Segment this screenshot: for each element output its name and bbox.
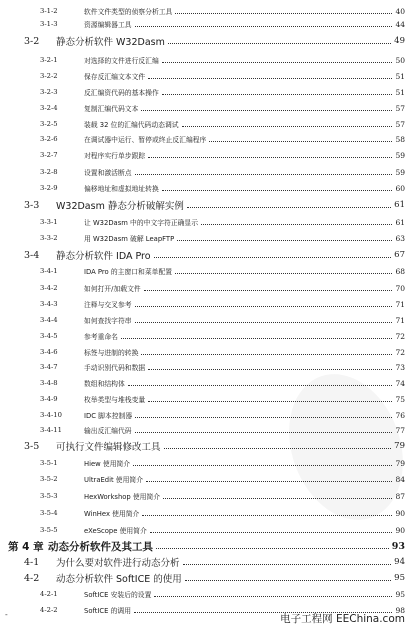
toc-entry-number: 3-2-9: [40, 184, 58, 192]
toc-entry-page: 76: [395, 410, 405, 420]
dot-leader: [185, 580, 391, 581]
toc-entry-number: 4-2-2: [40, 606, 58, 614]
toc-entry-number: 3-5-3: [40, 492, 58, 500]
toc-entry-page: 90: [395, 508, 405, 518]
toc-entry[interactable]: [0, 85, 413, 99]
toc-entry-number: 3-4-10: [40, 411, 62, 419]
toc-entry-title: 手动识别代码和数据: [84, 364, 146, 372]
toc-entry[interactable]: [0, 181, 413, 195]
toc-entry-number: 3-4-2: [40, 284, 58, 292]
toc-entry-title: 对程序实行单步跟踪: [84, 152, 146, 160]
toc-entry[interactable]: [0, 34, 413, 48]
toc-entry-page: 57: [395, 103, 405, 113]
dot-leader: [182, 126, 392, 127]
toc-entry-title: 装载 32 位的汇编代码动态调试: [84, 121, 179, 129]
toc-entry-title: HexWorkshop 使用简介: [84, 493, 161, 501]
toc-entry[interactable]: [0, 329, 413, 343]
toc-entry-page: 95: [395, 589, 405, 599]
toc-entry-page: 63: [395, 233, 405, 243]
toc-entry-title: 可执行文件编辑修改工具: [56, 442, 161, 453]
toc-entry-page: 73: [395, 362, 405, 372]
toc-entry-number: 4-2-1: [40, 590, 58, 598]
toc-entry-title: 资源编辑器工具: [84, 21, 132, 29]
toc-entry[interactable]: [0, 231, 413, 245]
toc-entry-title: 让 W32Dasm 中的中文字符正确显示: [84, 219, 199, 227]
toc-entry-title: 动态分析软件 SoftICE 的使用: [56, 574, 182, 585]
toc-entry-number: 3-4-4: [40, 316, 58, 324]
page-mark: -: [5, 610, 8, 619]
toc-entry-title: 标签与进制的转换: [84, 349, 139, 357]
toc-entry-page: 93: [391, 540, 405, 552]
dot-leader: [135, 322, 392, 323]
dot-leader: [187, 207, 391, 208]
toc-entry[interactable]: [0, 53, 413, 67]
toc-entry[interactable]: [0, 264, 413, 278]
dot-leader: [154, 596, 392, 597]
dot-leader: [135, 432, 392, 433]
toc-entry-page: 84: [395, 474, 405, 484]
toc-entry-number: 3-2-2: [40, 72, 58, 80]
toc-entry-title: 注释与交叉参考: [84, 301, 132, 309]
toc-entry[interactable]: [0, 17, 413, 31]
dot-leader: [135, 174, 392, 175]
toc-entry-page: 87: [395, 491, 405, 501]
toc-entry-title: 参考重命名: [84, 333, 118, 341]
toc-entry[interactable]: [0, 376, 413, 390]
toc-entry-number: 3-2-3: [40, 88, 58, 96]
dot-leader: [148, 401, 392, 402]
dot-leader: [135, 417, 392, 418]
toc-entry-title: SoftICE 安装后的设置: [84, 591, 152, 599]
dot-leader: [141, 110, 392, 111]
toc-entry-number: 3-4-6: [40, 348, 58, 356]
toc-entry-title: 偏移地址和虚拟地址转换: [84, 185, 159, 193]
toc-entry-number: 3-2-1: [40, 56, 58, 64]
toc-entry-title: 静态分析软件 W32Dasm: [56, 37, 165, 48]
dot-leader: [121, 338, 392, 339]
toc-entry-page: 51: [395, 71, 405, 81]
toc-entry-page: 79: [395, 458, 405, 468]
toc-entry-title: 输出反汇编代码: [84, 427, 132, 435]
toc-entry[interactable]: [0, 571, 413, 585]
toc-entry-number: 3-2-8: [40, 168, 58, 176]
toc-entry-page: 75: [395, 394, 405, 404]
toc-entry-number: 3-2-7: [40, 151, 58, 159]
dot-leader: [148, 157, 392, 158]
toc-entry-number: 3-2-5: [40, 120, 58, 128]
dot-leader: [144, 290, 392, 291]
dot-leader: [177, 240, 392, 241]
toc-entry-page: 95: [394, 573, 405, 583]
dot-leader: [135, 26, 392, 27]
toc-entry-page: 40: [395, 6, 405, 16]
dot-leader: [164, 448, 391, 449]
toc-entry-title: UltraEdit 使用简介: [84, 476, 143, 484]
toc-entry-title: 如何打开/加载文件: [84, 285, 141, 293]
dot-leader: [168, 43, 391, 44]
dot-leader: [175, 273, 392, 274]
footer-watermark: 电子工程网 EEChina.com: [280, 613, 405, 625]
dot-leader: [175, 13, 392, 14]
toc-entry-page: 71: [395, 315, 405, 325]
toc-entry[interactable]: [0, 439, 413, 453]
toc-entry[interactable]: [0, 456, 413, 470]
toc-entry-page: 44: [395, 19, 405, 29]
toc-entry-page: 59: [395, 167, 405, 177]
toc-entry[interactable]: [0, 539, 413, 553]
toc-entry-title: 动态分析软件及其工具: [48, 540, 153, 553]
toc-entry[interactable]: [0, 423, 413, 437]
toc-entry[interactable]: [0, 117, 413, 131]
toc-entry[interactable]: [0, 345, 413, 359]
toc-entry-title: 枚举类型与堆栈变量: [84, 396, 146, 404]
toc-entry-number: 3-4-5: [40, 332, 58, 340]
toc-entry-number: 3-4-3: [40, 300, 58, 308]
toc-entry-title: eXeScope 使用简介: [84, 527, 147, 535]
toc-entry-number: 3-4-1: [40, 267, 58, 275]
toc-entry-title: 保存反汇编文本文件: [84, 73, 146, 81]
toc-entry-page: 79: [394, 441, 405, 451]
toc-entry[interactable]: [0, 101, 413, 115]
toc-entry-number: 3-3-2: [40, 234, 58, 242]
toc-entry-page: 49: [394, 36, 405, 46]
toc-entry[interactable]: [0, 4, 413, 18]
toc-entry-title: 设置和激活断点: [84, 169, 132, 177]
toc-entry-number: 4-2: [24, 572, 40, 584]
dot-leader: [135, 306, 392, 307]
toc-entry-title: 反汇编资代码的基本操作: [84, 89, 159, 97]
toc-entry-title: 用 W32Dasm 破解 LeapFTP: [84, 235, 175, 243]
toc-entry[interactable]: [0, 408, 413, 422]
toc-entry-page: 74: [395, 378, 405, 388]
dot-leader: [141, 354, 392, 355]
toc-entry[interactable]: [0, 472, 413, 486]
toc-entry-number: 3-3: [24, 199, 40, 211]
toc-entry[interactable]: [0, 587, 413, 601]
dot-leader: [150, 532, 392, 533]
toc-entry[interactable]: [0, 132, 413, 146]
dot-leader: [183, 564, 391, 565]
toc-entry-title: 为什么要对软件进行动态分析: [56, 558, 180, 569]
toc-entry[interactable]: [0, 360, 413, 374]
toc-entry-page: 90: [395, 525, 405, 535]
toc-entry-number: 3-5-4: [40, 509, 58, 517]
toc-entry-number: 3-5-5: [40, 526, 58, 534]
toc-entry-title: IDC 脚本控制器: [84, 412, 133, 420]
toc-entry[interactable]: [0, 313, 413, 327]
toc-entry-number: 3-4-11: [40, 426, 62, 434]
toc-entry-title: 复制汇编代码文本: [84, 105, 139, 113]
toc-entry-page: 57: [395, 119, 405, 129]
toc-entry-title: 数组和结构体: [84, 380, 125, 388]
toc-entry-page: 77: [395, 425, 405, 435]
dot-leader: [148, 369, 392, 370]
toc-entry-number: 3-4-9: [40, 395, 58, 403]
toc-entry-page: 67: [394, 250, 405, 260]
toc-entry-number: 3-4-7: [40, 363, 58, 371]
toc-entry-number: 3-3-1: [40, 218, 58, 226]
toc-entry-page: 51: [395, 87, 405, 97]
toc-entry[interactable]: [0, 215, 413, 229]
toc-entry-page: 50: [395, 55, 405, 65]
dot-leader: [163, 498, 392, 499]
toc-entry-page: 61: [394, 200, 405, 210]
toc-entry-number: 3-5-2: [40, 475, 58, 483]
dot-leader: [209, 141, 392, 142]
toc-entry[interactable]: [0, 69, 413, 83]
toc-entry[interactable]: [0, 148, 413, 162]
toc-entry-title: 在调试器中运行、暂停或终止反汇编程序: [84, 136, 207, 144]
toc-entry-title: W32Dasm 静态分析破解实例: [56, 201, 184, 212]
dot-leader: [146, 481, 392, 482]
dot-leader: [148, 78, 392, 79]
toc-entry-title: WinHex 使用简介: [84, 510, 140, 518]
toc-entry[interactable]: [0, 523, 413, 537]
toc-entry-number: 3-4: [24, 249, 40, 261]
toc-entry-number: 3-1-2: [40, 7, 58, 15]
toc-entry[interactable]: [0, 198, 413, 212]
toc-entry-page: 70: [395, 283, 405, 293]
toc-entry-page: 71: [395, 299, 405, 309]
toc-entry-page: 61: [395, 217, 405, 227]
toc-entry[interactable]: [0, 281, 413, 295]
toc-entry-page: 60: [395, 183, 405, 193]
dot-leader: [128, 385, 392, 386]
toc-entry-title: Hiew 使用简介: [84, 460, 131, 468]
toc-entry[interactable]: [0, 392, 413, 406]
toc-entry-title: 如何查找字符串: [84, 317, 132, 325]
dot-leader: [201, 224, 392, 225]
toc-entry-number: 第 4 章: [8, 540, 44, 553]
toc-entry[interactable]: [0, 555, 413, 569]
toc-entry[interactable]: [0, 248, 413, 262]
toc-entry-page: 68: [395, 266, 405, 276]
toc-entry-number: 3-5: [24, 440, 40, 452]
toc-entry-page: 72: [395, 347, 405, 357]
toc-entry[interactable]: [0, 506, 413, 520]
dot-leader: [156, 548, 389, 549]
toc-entry[interactable]: [0, 297, 413, 311]
dot-leader: [162, 190, 392, 191]
toc-entry-number: 3-5-1: [40, 459, 58, 467]
toc-entry-number: 3-4-8: [40, 379, 58, 387]
toc-entry-number: 4-1: [24, 556, 40, 568]
toc-entry[interactable]: [0, 489, 413, 503]
dot-leader: [133, 465, 392, 466]
dot-leader: [162, 94, 392, 95]
toc-entry-number: 3-1-3: [40, 20, 58, 28]
toc-entry-title: 静态分析软件 IDA Pro: [56, 251, 151, 262]
dot-leader: [154, 257, 391, 258]
toc-entry-page: 59: [395, 150, 405, 160]
toc-entry-title: IDA Pro 的主窗口和菜单配置: [84, 268, 173, 276]
toc-entry-page: 58: [395, 134, 405, 144]
dot-leader: [142, 515, 392, 516]
toc-entry-number: 3-2-4: [40, 104, 58, 112]
toc-entry-number: 3-2: [24, 35, 40, 47]
toc-entry-page: 94: [394, 557, 405, 567]
dot-leader: [162, 62, 392, 63]
toc-entry[interactable]: [0, 165, 413, 179]
toc-entry-page: 72: [395, 331, 405, 341]
toc-entry-title: 对选择的文件进行反汇编: [84, 57, 159, 65]
toc-entry-number: 3-2-6: [40, 135, 58, 143]
toc-entry-page: 98: [395, 605, 405, 615]
toc-entry-title: SoftICE 的调用: [84, 607, 132, 615]
toc-entry-title: 软件文件类型的侦察分析工具: [84, 8, 173, 16]
